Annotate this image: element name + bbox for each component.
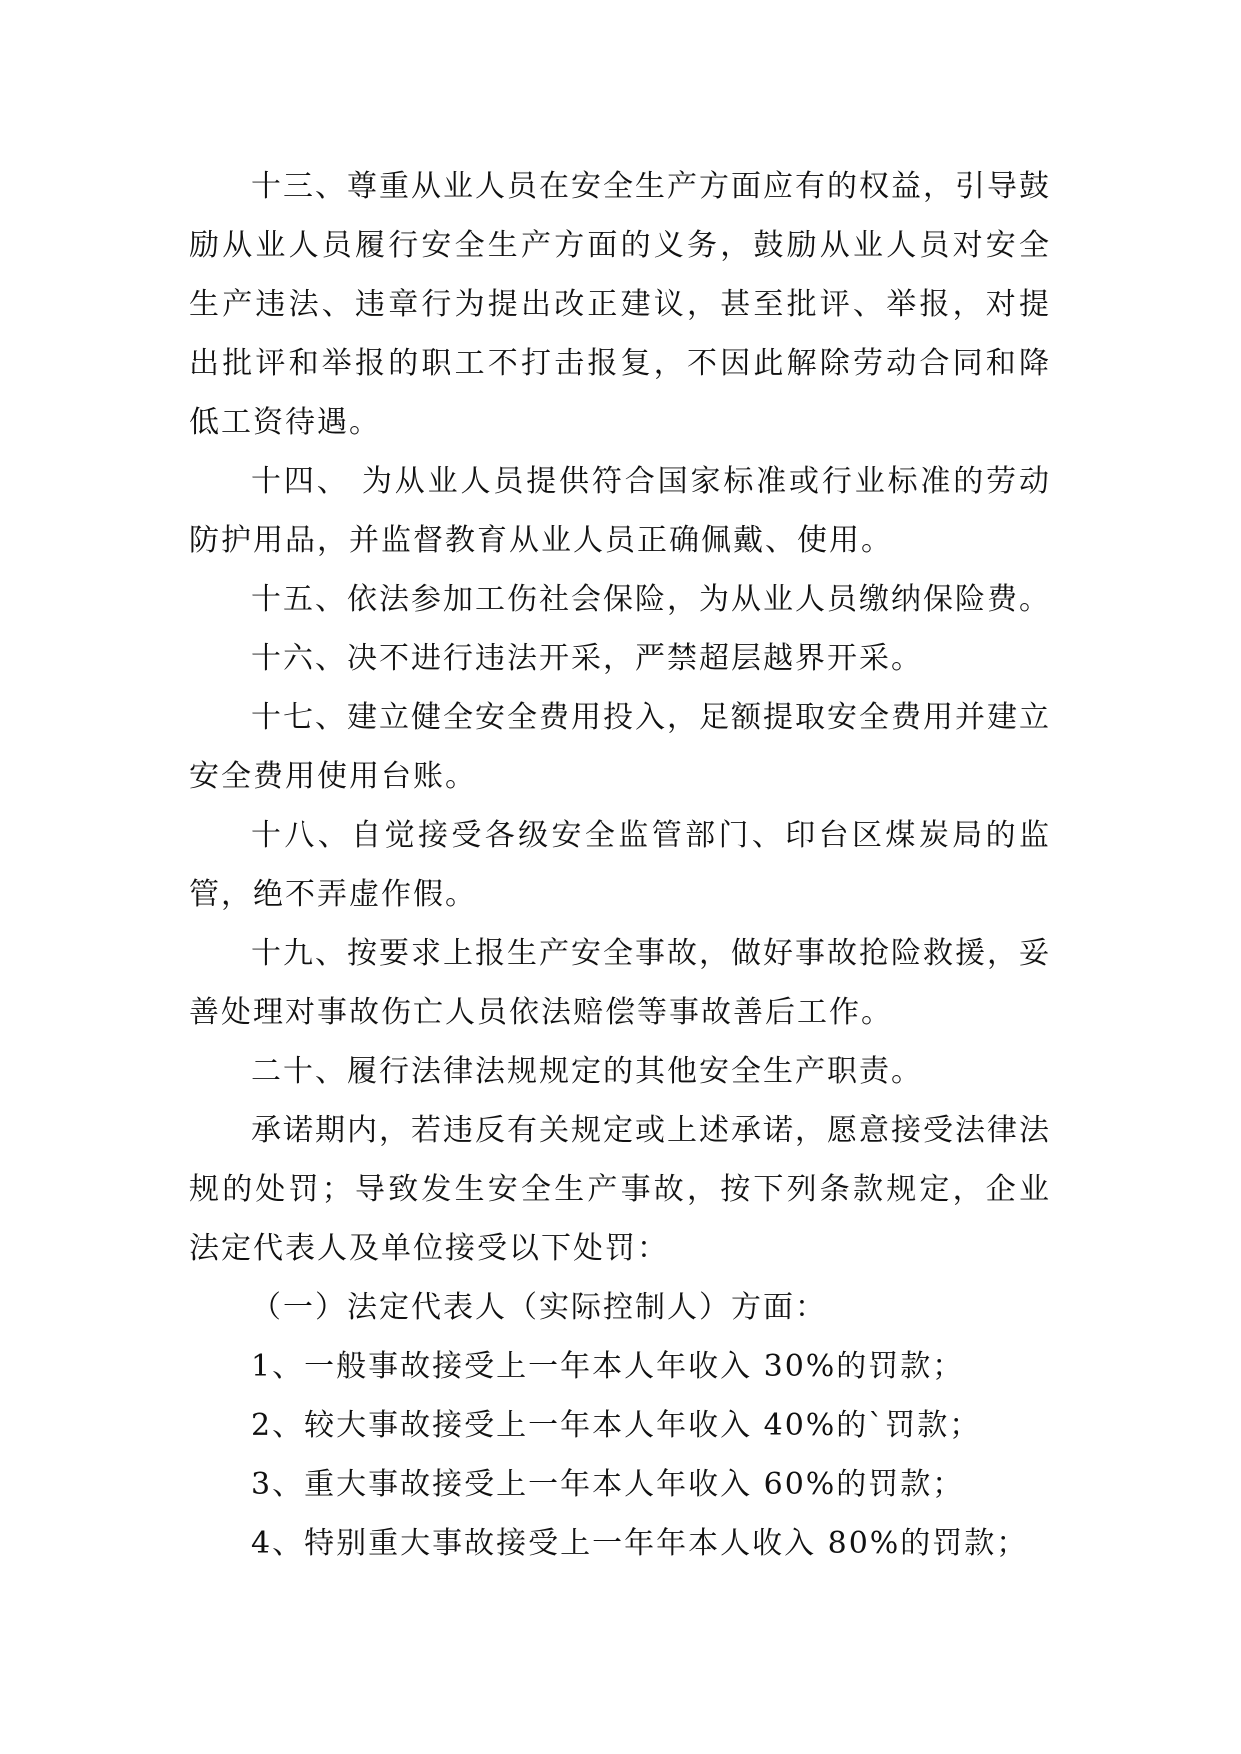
clause-19: 十九、按要求上报生产安全事故，做好事故抢险救援，妥善处理对事故伤亡人员依法赔偿等事故善后工作。 (189, 936, 1051, 1030)
clause-20: 二十、履行法律法规规定的其他安全生产职责。 (251, 1054, 923, 1089)
clause-16: 十六、决不进行违法开采，严禁超层越界开采。 (251, 641, 923, 676)
penalty-item-4: 4、特别重大事故接受上一年年本人收入 80%的罚款； (251, 1526, 1029, 1561)
penalty-item-2: 2、较大事故接受上一年本人年收入 40%的`罚款； (251, 1408, 982, 1443)
penalty-item-3: 3、重大事故接受上一年本人年收入 60%的罚款； (251, 1467, 965, 1502)
section-legal-representative: （一）法定代表人（实际控制人）方面： (251, 1290, 827, 1325)
clause-18: 十八、自觉接受各级安全监管部门、印台区煤炭局的监管，绝不弄虚作假。 (189, 818, 1051, 912)
clause-17: 十七、建立健全安全费用投入，足额提取安全费用并建立安全费用使用台账。 (189, 700, 1051, 794)
clause-13: 十三、尊重从业人员在安全生产方面应有的权益，引导鼓励从业人员履行安全生产方面的义务，鼓励从业人员对安全生产违法、违章行为提出改正建议，甚至批评、举报，对提出批评和举报的职工不打击报复，不因此解除劳动合同和降低工资待遇。 (189, 169, 1051, 440)
commitment-paragraph: 承诺期内，若违反有关规定或上述承诺，愿意接受法律法规的处罚；导致发生安全生产事故，按下列条款规定，企业法定代表人及单位接受以下处罚： (189, 1113, 1051, 1266)
penalty-item-1: 1、一般事故接受上一年本人年收入 30%的罚款； (251, 1349, 965, 1384)
document-body (189, 157, 1051, 1573)
clause-14: 十四、 为从业人员提供符合国家标准或行业标准的劳动防护用品，并监督教育从业人员正确佩戴、使用。 (189, 464, 1051, 558)
clause-15: 十五、依法参加工伤社会保险，为从业人员缴纳保险费。 (251, 582, 1051, 617)
